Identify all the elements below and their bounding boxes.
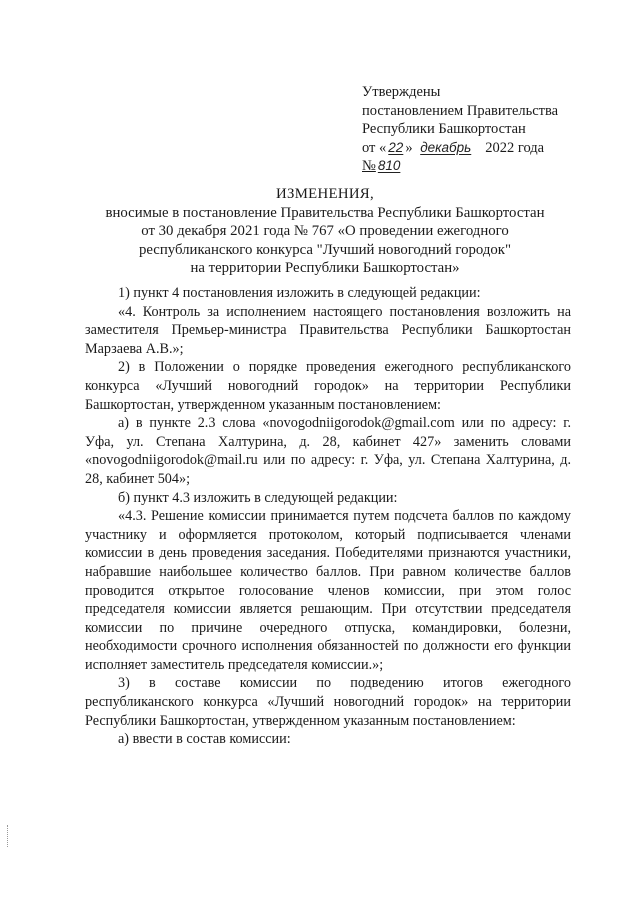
- paragraph-1: 1) пункт 4 постановления изложить в следующей редакции:: [118, 285, 481, 301]
- approval-number: [362, 157, 612, 176]
- approval-line-2: постановлением Правительства: [362, 102, 559, 119]
- approval-line-3: Республики Башкортостан: [362, 121, 526, 137]
- paragraph-8: а) ввести в состав комиссии:: [118, 731, 291, 748]
- date-prefix: от «: [362, 139, 387, 156]
- paragraph-5: б) пункт 4.3 изложить в следующей редакции:: [118, 489, 398, 506]
- document-body: [85, 284, 571, 749]
- paragraph-6: «4.3. Решение комиссии принимается путем подсчета баллов по каждому участнику и оформляется протоколом, который подписывается членами комиссии в день проведения заседания. Победителями признаются участники, набравшие наибольшее количество баллов. При равном количестве баллов проводится открытое голосование членов комиссии, при этом голос председателя комиссии является решающим. При отсутствии председателя комиссии по причине очередного отпуска, командировки, болезни, необходимости срочного исполнения обязанностей по должности его функции исполняет заместитель председателя комиссии.»;: [85, 508, 571, 673]
- approval-stamp: [362, 83, 612, 176]
- heading-line-2: от 30 декабря 2021 года № 767 «О проведении ежегодного: [141, 223, 509, 239]
- date-year: 2022 года: [485, 139, 545, 156]
- paragraph-7: 3) в составе комиссии по подведению итогов ежегодного республиканского конкурса «Лучший новогодний городок» на территории Республики Башкортостан, утвержденном указанным постановлением:: [85, 675, 571, 729]
- paragraph-3: 2) в Положении о порядке проведения ежегодного республиканского конкурса «Лучший новогодний городок» на территории Республики Башкортостан, утвержденном указанным постановлением:: [85, 359, 571, 413]
- heading-line-1: вносимые в постановление Правительства Республики Башкортостан: [105, 204, 545, 221]
- paragraph-4: а) в пункте 2.3 слова «novogodniigorodok@gmail.com или по адресу: г. Уфа, ул. Степана Халтурина, д. 28, кабинет 427» заменить словами «novogodniigorodok@mail.ru или по адресу: г. Уфа, ул. Степана Халтурина, д. 28, кабинет 504»;: [85, 415, 571, 487]
- document-heading: [70, 185, 580, 278]
- scan-margin-mark: [7, 825, 9, 847]
- document-number: 810: [377, 158, 401, 173]
- date-mid: »: [405, 139, 413, 156]
- paragraph-2: «4. Контроль за исполнением настоящего постановления возложить на заместителя Премьер-министра Правительства Республики Башкортостан Марзаева А.В.»;: [85, 303, 571, 357]
- heading-title: ИЗМЕНЕНИЯ,: [276, 186, 374, 202]
- date-month: декабрь: [420, 139, 472, 155]
- date-day: 22: [388, 139, 404, 155]
- approval-date: [362, 139, 612, 158]
- heading-line-3: республиканского конкурса "Лучший новогодний городок": [138, 241, 512, 258]
- approval-line-1: Утверждены: [362, 84, 441, 100]
- number-prefix: №: [362, 158, 376, 174]
- heading-line-4: на территории Республики Башкортостан»: [190, 260, 460, 276]
